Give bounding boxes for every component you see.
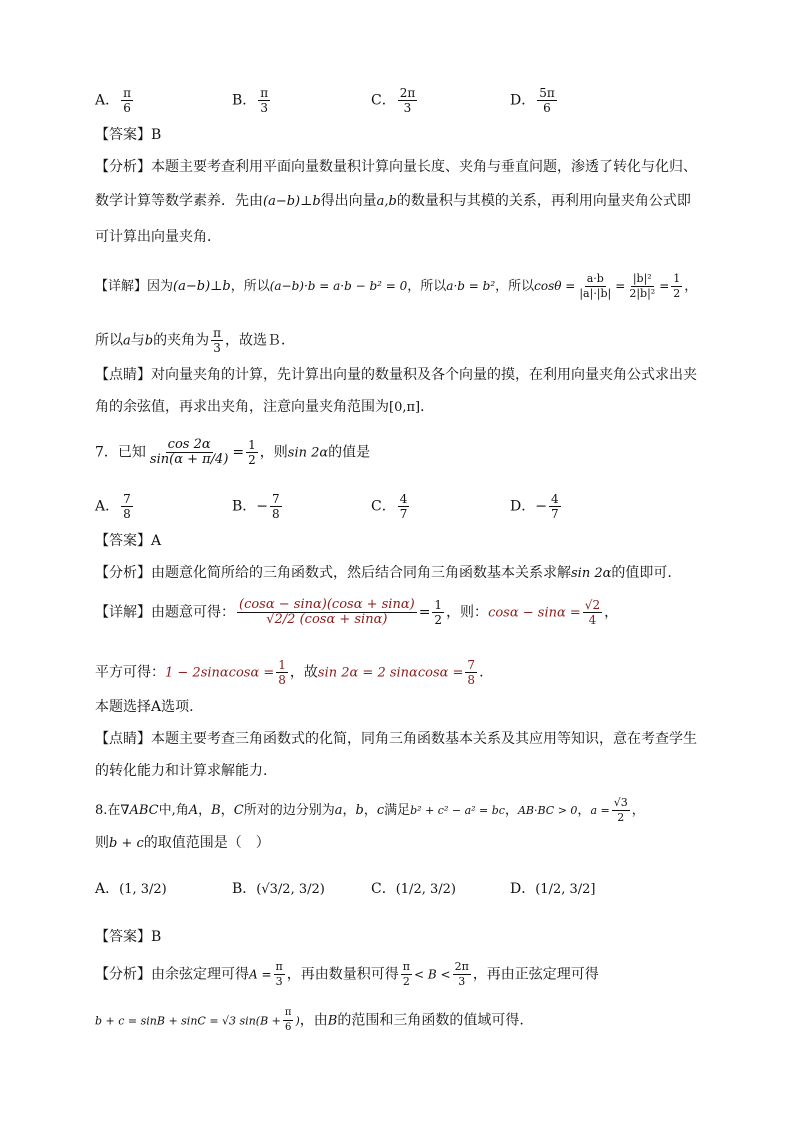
analysis-line-2: b + c = sinB + sinC = √3 sin(B + $\frac{\pi}{6}$ )，由B的范围和三角函数的值域可得. xyxy=(95,1007,524,1033)
stem-text: ，则 xyxy=(259,444,288,461)
fraction: $\frac{a\cdot b}{|a|\cdot|b|}$ xyxy=(579,272,612,300)
answer-value: B xyxy=(151,127,162,143)
fraction: $\frac{1}{2}$ xyxy=(248,438,256,467)
tip-line-2 xyxy=(95,396,700,419)
analysis-line xyxy=(95,562,700,585)
fraction: $\frac{\pi}{3}$ xyxy=(275,960,283,988)
fraction: $\frac{2\pi}{3}$ xyxy=(399,86,416,115)
analysis-text: 可计算出向量夹角． xyxy=(95,229,221,245)
detail-text: 平方可得： xyxy=(95,664,165,681)
option-b: B．− $\frac{7}{8}$ xyxy=(232,492,280,521)
answer-tag: 【答案】 xyxy=(95,127,151,143)
fraction: $\frac{\cos 2\alpha}{\sin(\alpha + \pi/4)}$ xyxy=(149,437,229,467)
option-c: C． $\frac{4}{7}$ xyxy=(371,492,408,521)
question-7-stem: 7．已知 $\frac{\cos 2\alpha}{\sin(\alpha + \pi/4)}$ = $\frac{1}{2}$ ，则sin 2α的值是 xyxy=(95,437,371,467)
tip-text: 对向量夹角的计算，先计算出向量的数量积及各个向量的摸，在利用向量夹角公式求出夹 xyxy=(151,367,697,383)
analysis-line-1: 【分析】由余弦定理可得A = $\frac{\pi}{3}$ ，再由数量积可得 $\frac{\pi}{2}$ < B < $\frac{2\pi}{3}$ ，再由正弦定理可得 xyxy=(95,960,599,988)
answer-tag: 【答案】 xyxy=(95,929,151,945)
option-b xyxy=(232,86,272,115)
tip-text: 角的余弦值，再求出夹角，注意向量夹角范围为 xyxy=(95,399,389,415)
tip-text: 的转化能力和计算求解能力. xyxy=(95,763,268,779)
math-expr: a xyxy=(123,333,131,349)
option-a: A． $\frac{7}{8}$ xyxy=(95,492,131,521)
detail-text: 本题选择A选项. xyxy=(95,699,194,715)
option-c xyxy=(371,86,419,115)
fraction: $\frac{\pi}{6}$ xyxy=(284,1007,292,1033)
tip-tag: 【点睛】 xyxy=(95,731,151,747)
detail-text: ，故选Ｂ． xyxy=(224,332,295,349)
option-label: C． xyxy=(371,92,396,109)
detail-text: 由题意可得： xyxy=(151,604,235,621)
fraction: $\frac{(\cos\alpha - \sin\alpha)(\cos\alpha + \sin\alpha)}{√2/2 (\cos\alpha + \sin\alpha)}$ xyxy=(239,597,415,627)
option-a: A．(1, 3/2) xyxy=(95,881,167,897)
answer-line xyxy=(95,530,700,552)
detail-text: ，故 xyxy=(289,664,318,681)
option-d: D．− $\frac{4}{7}$ xyxy=(510,492,559,521)
detail-text: 因为 xyxy=(147,279,174,294)
tip-tag: 【点睛】 xyxy=(95,367,151,383)
fraction: $\frac{7}{8}$ xyxy=(272,492,280,521)
stem-text: 7．已知 xyxy=(95,444,146,461)
answer-value: B xyxy=(151,929,162,945)
fraction: $\frac{\text{|b|²}}{\text{2|b|²}}$ xyxy=(629,272,656,300)
detail-line-1: 【详解】因为(a−b)⊥b，所以(a−b)·b = a·b − b² = 0，所以a·b = b²，所以cosθ = $\frac{a\cdot b}{|a|\cdot|b|}$ = $\frac{\text{|b|²}}{\text{2|b|²}}$ = $\frac{1}{2}$ ， xyxy=(95,272,698,300)
answer-line xyxy=(95,124,700,146)
analysis-tag: 【分析】 xyxy=(95,159,151,175)
math-expr: (a−b)⊥b xyxy=(173,279,231,294)
tip-text: ． xyxy=(420,399,435,415)
question-8-stem-1: 8.在∇ABC中,角A，B，C所对的边分别为a，b，c满足b² + c² − a² = bc，AB·BC > 0，a = $\frac{√3}{2}$ ， xyxy=(95,796,645,824)
fraction: $\frac{7}{8}$ xyxy=(123,492,131,521)
analysis-text: 得出向量 xyxy=(320,193,377,209)
math-expr: 1 − 2sinαcosα = xyxy=(165,665,275,681)
square-line: 平方可得：1 − 2sinαcosα = $\frac{1}{8}$ ，故sin 2α = 2 sinαcosα = $\frac{7}{8}$ . xyxy=(95,658,484,687)
detail-text: ，所以 xyxy=(495,279,535,294)
question-8-stem-2: 则b + c的取值范围是（ ） xyxy=(95,835,270,851)
fraction: $\frac{1}{2}$ xyxy=(673,272,681,300)
fraction: $\frac{2\pi}{3}$ xyxy=(454,960,469,988)
analysis-line-2 xyxy=(95,190,700,213)
fraction: $\frac{\pi}{3}$ xyxy=(260,86,269,115)
stem-text: 的值是 xyxy=(328,444,371,461)
option-label: D． xyxy=(510,92,536,109)
math-expr: [0,π] xyxy=(389,400,421,415)
fraction: $\frac{√2}{4}$ xyxy=(584,598,601,627)
detail-tag: 【详解】 xyxy=(95,604,151,621)
fraction: $\frac{4}{7}$ xyxy=(399,492,408,521)
answer-line xyxy=(95,926,700,948)
analysis-text: 的值即可. xyxy=(611,565,672,581)
analysis-line-3 xyxy=(95,226,700,248)
analysis-tag: 【分析】 xyxy=(95,565,151,581)
math-expr: a,b xyxy=(376,194,397,209)
fraction: $\frac{√3}{2}$ xyxy=(613,796,628,824)
detail-line-2 xyxy=(95,326,700,355)
math-expr: sin 2α = 2 sinαcosα = xyxy=(317,665,464,681)
option-c: C．(1/2, 3/2) xyxy=(371,881,456,897)
choose-line xyxy=(95,696,700,718)
analysis-text: 的数量积与其模的关系，再利用向量夹角公式即 xyxy=(396,193,691,209)
option-label: B． xyxy=(232,92,257,109)
detail-tag: 【详解】 xyxy=(95,279,148,294)
fraction: $\frac{\pi}{3}$ xyxy=(213,326,221,355)
analysis-text: 本题主要考查利用平面向量数量积计算向量长度、夹角与垂直问题，渗透了转化与化归、 xyxy=(151,159,697,175)
math-expr: b xyxy=(144,333,154,349)
option-a xyxy=(95,86,135,115)
math-expr: (a−b)·b = a·b − b² = 0 xyxy=(269,279,408,293)
option-d: D．(1/2, 3/2] xyxy=(510,881,596,897)
answer-value: A xyxy=(151,533,162,549)
detail-text: ，则： xyxy=(446,604,489,621)
tip-line-2 xyxy=(95,760,700,782)
detail-text: 的夹角为 xyxy=(153,332,210,349)
tip-line-1 xyxy=(95,364,700,386)
math-expr: a·b = b² xyxy=(446,279,496,293)
analysis-tag: 【分析】 xyxy=(95,966,151,983)
fraction: $\frac{1}{2}$ xyxy=(434,598,443,627)
analysis-text: 由题意化简所给的三角函数式，然后结合同角三角函数基本关系求解 xyxy=(151,565,571,581)
math-expr: cosα − sinα = xyxy=(488,605,581,621)
math-expr: cosθ = xyxy=(534,279,576,293)
option-label: A． xyxy=(95,92,120,109)
math-expr: sin 2α xyxy=(571,566,612,581)
option-d xyxy=(510,86,559,115)
fraction: $\frac{4}{7}$ xyxy=(550,492,559,521)
fraction: $\frac{7}{8}$ xyxy=(467,658,476,687)
detail-text: ，所以 xyxy=(407,279,447,294)
answer-tag: 【答案】 xyxy=(95,533,151,549)
detail-text: 与 xyxy=(130,332,145,349)
detail-text: ，所以 xyxy=(230,279,270,294)
fraction: $\frac{\pi}{6}$ xyxy=(123,86,132,115)
option-b: B．(√3/2, 3/2) xyxy=(232,881,325,897)
analysis-text: 数学计算等数学素养．先由 xyxy=(95,193,263,209)
math-expr: sin 2α xyxy=(287,445,329,461)
fraction: $\frac{1}{8}$ xyxy=(278,658,286,687)
fraction: $\frac{5\pi}{6}$ xyxy=(539,86,555,115)
tip-line-1 xyxy=(95,728,700,750)
math-expr: (a−b)⊥b xyxy=(263,194,321,209)
fraction: $\frac{\pi}{2}$ xyxy=(402,960,411,988)
detail-text: 所以 xyxy=(95,332,123,349)
analysis-line-1 xyxy=(95,156,700,178)
detail-line: 【详解】由题意可得： $\frac{(\cos\alpha - \sin\alpha)(\cos\alpha + \sin\alpha)}{√2/2 (\cos\alpha + \sin\alpha)}$ = $\frac{1}{2}$ ，则：cosα − sinα = $\frac{√2}{4}$ ， xyxy=(95,597,619,627)
tip-text: 本题主要考查三角函数式的化简，同角三角函数基本关系及其应用等知识，意在考查学生 xyxy=(151,731,697,747)
